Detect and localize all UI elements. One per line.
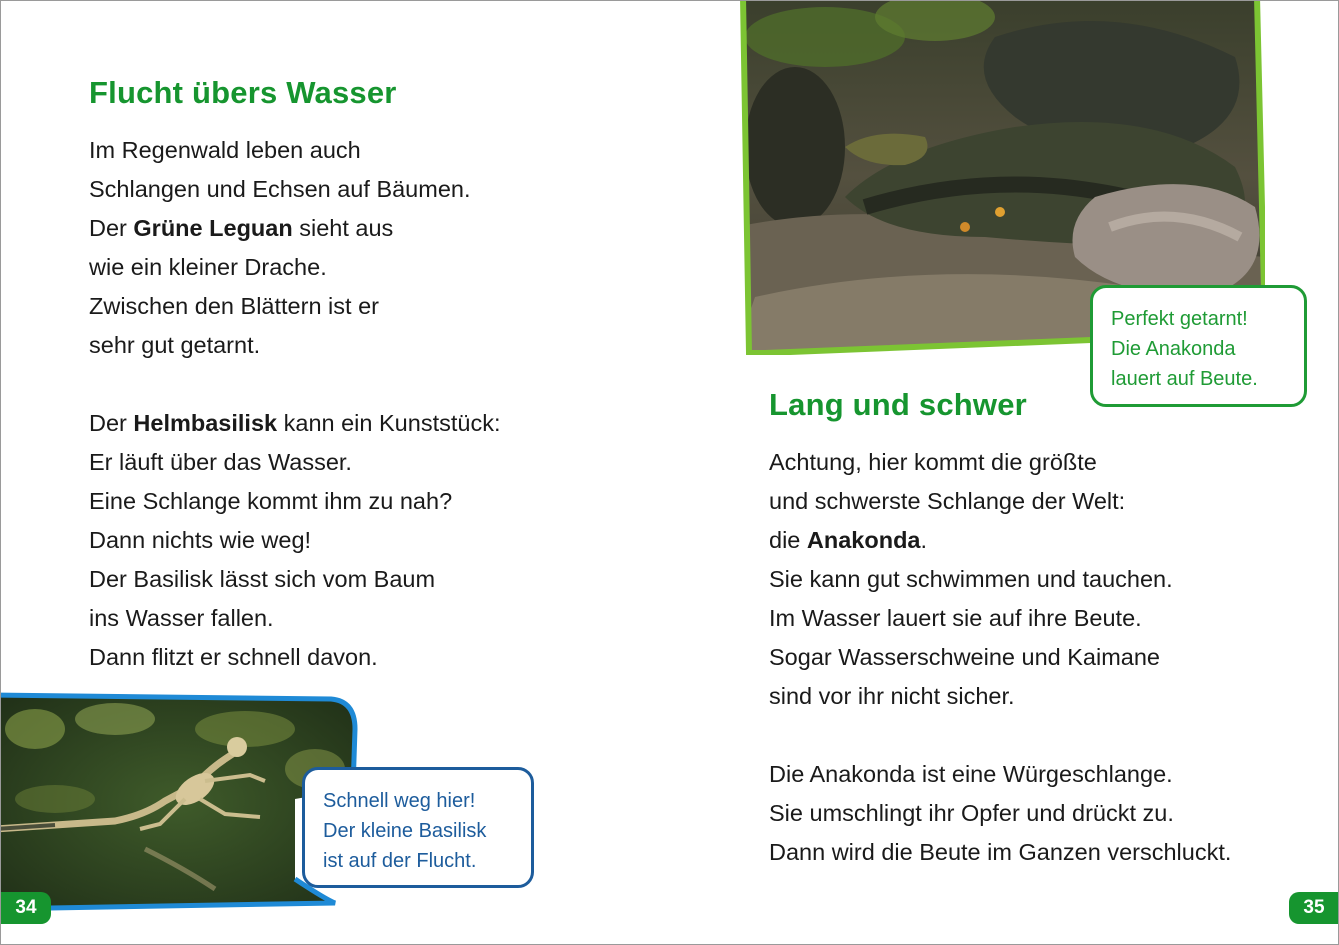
paragraph-2: [769, 755, 1231, 872]
text-line: Dann nichts wie weg!: [89, 527, 312, 553]
text-line: Der Grüne Leguan sieht aus: [89, 215, 394, 241]
text-line: Schlangen und Echsen auf Bäumen.: [89, 176, 471, 202]
basilisk-caption: [302, 767, 534, 888]
paragraph-1: [769, 443, 1231, 716]
text-line: die Anakonda.: [769, 527, 928, 553]
paragraph-1: [89, 131, 500, 365]
text-line: Eine Schlange kommt ihm zu nah?: [89, 488, 453, 514]
text-line: Sie umschlingt ihr Opfer und drückt zu.: [769, 800, 1174, 826]
page-number-left: 34: [1, 892, 51, 924]
text-line: Er läuft über das Wasser.: [89, 449, 352, 475]
right-page-heading: Lang und schwer: [769, 387, 1027, 422]
paragraph-gap: [89, 365, 500, 404]
left-page-text: [89, 131, 500, 677]
text-line: Im Wasser lauert sie auf ihre Beute.: [769, 605, 1142, 631]
text-line: Dann wird die Beute im Ganzen verschluckt.: [769, 839, 1232, 865]
text-line: Der Helmbasilisk kann ein Kunststück:: [89, 410, 501, 436]
text-line: ins Wasser fallen.: [89, 605, 274, 631]
text-line: Die Anakonda ist eine Würgeschlange.: [769, 761, 1173, 787]
text-line: Perfekt getarnt!: [1111, 308, 1248, 330]
paragraph-2: [89, 404, 500, 677]
text-line: Im Regenwald leben auch: [89, 137, 361, 163]
text-line: Sogar Wasserschweine und Kaimane: [769, 644, 1160, 670]
page-number-right: 35: [1289, 892, 1339, 924]
text-line: lauert auf Beute.: [1111, 368, 1258, 390]
text-line: Dann flitzt er schnell davon.: [89, 644, 378, 670]
right-page-text: [769, 443, 1231, 872]
bold-term: Grüne Leguan: [133, 215, 293, 241]
bold-term: Anakonda: [806, 527, 921, 553]
text-line: Sie kann gut schwimmen und tauchen.: [769, 566, 1173, 592]
text-line: Achtung, hier kommt die größte: [769, 449, 1097, 475]
text-line: Schnell weg hier!: [323, 790, 476, 812]
text-line: Zwischen den Blättern ist er: [89, 293, 379, 319]
text-line: sind vor ihr nicht sicher.: [769, 683, 1015, 709]
text-line: Die Anakonda: [1111, 338, 1236, 360]
text-line: sehr gut getarnt.: [89, 332, 261, 358]
paragraph-gap: [769, 716, 1231, 755]
text-line: und schwerste Schlange der Welt:: [769, 488, 1126, 514]
text-line: Der Basilisk lässt sich vom Baum: [89, 566, 436, 592]
text-line: ist auf der Flucht.: [323, 850, 477, 872]
left-page-heading: Flucht übers Wasser: [89, 75, 397, 110]
text-line: Der kleine Basilisk: [323, 820, 487, 842]
bold-term: Helmbasilisk: [133, 410, 278, 436]
text-line: wie ein kleiner Drache.: [89, 254, 327, 280]
anaconda-caption: [1090, 285, 1307, 407]
